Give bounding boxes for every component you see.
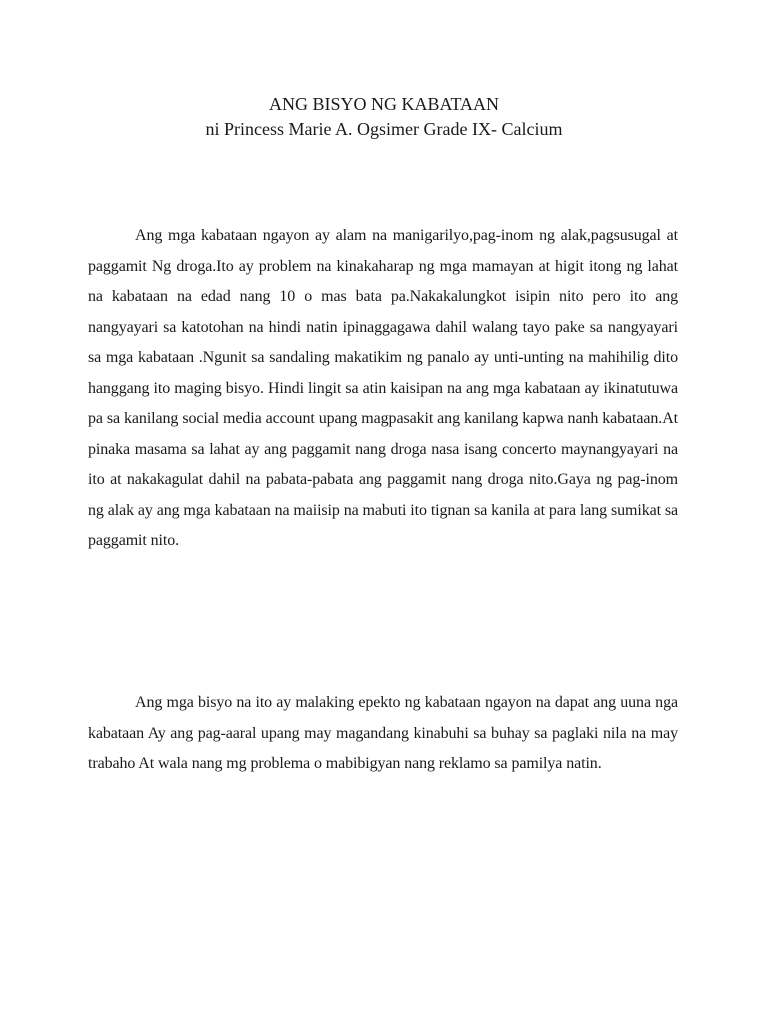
document-title: ANG BISYO NG KABATAAN: [268, 94, 500, 114]
document-byline: ni Princess Marie A. Ogsimer Grade IX- Calcium: [205, 119, 563, 139]
body-paragraph-1: Ang mga kabataan ngayon ay alam na manigarilyo,pag-inom ng alak,pagsusugal at paggamit Ng droga.Ito ay problem na kinakaharap ng mga mamayan at higit itong ng lahat na kabataan na edad nang 10 o mas bata pa.Nakakalungkot isipin nito pero ito ang nangyayari sa katotohan na hindi natin ipinaggagawa dahil walang tayo pake sa nangyayari sa mga kabataan .Ngunit sa sandaling makatikim ng panalo ay unti-unting na mahihilig dito hanggang ito maging bisyo. Hindi lingit sa atin kaisipan na ang mga kabataan ay ikinatutuwa pa sa kanilang social media account upang magpasakit ang kanilang kapwa nanh kabataan.At pinaka masama sa lahat ay ang paggamit nang droga nasa isang concerto maynangyayari na ito at nakakagulat dahil na pabata-pabata ang paggamit nang droga nito.Gaya ng pag-inom ng alak ay ang mga kabataan na maiisip na mabuti ito tignan sa kanila at para lang sumikat sa paggamit nito.: [88, 227, 678, 549]
title-block: [0, 92, 768, 142]
body-paragraph-2: Ang mga bisyo na ito ay malaking epekto ng kabataan ngayon na dapat ang uuna nga kabataan Ay ang pag-aaral upang may magandang kinabuhi sa buhay sa paglaki nila na may trabaho At wala nang mg problema o mabibigyan nang reklamo sa pamilya natin.: [88, 694, 678, 772]
